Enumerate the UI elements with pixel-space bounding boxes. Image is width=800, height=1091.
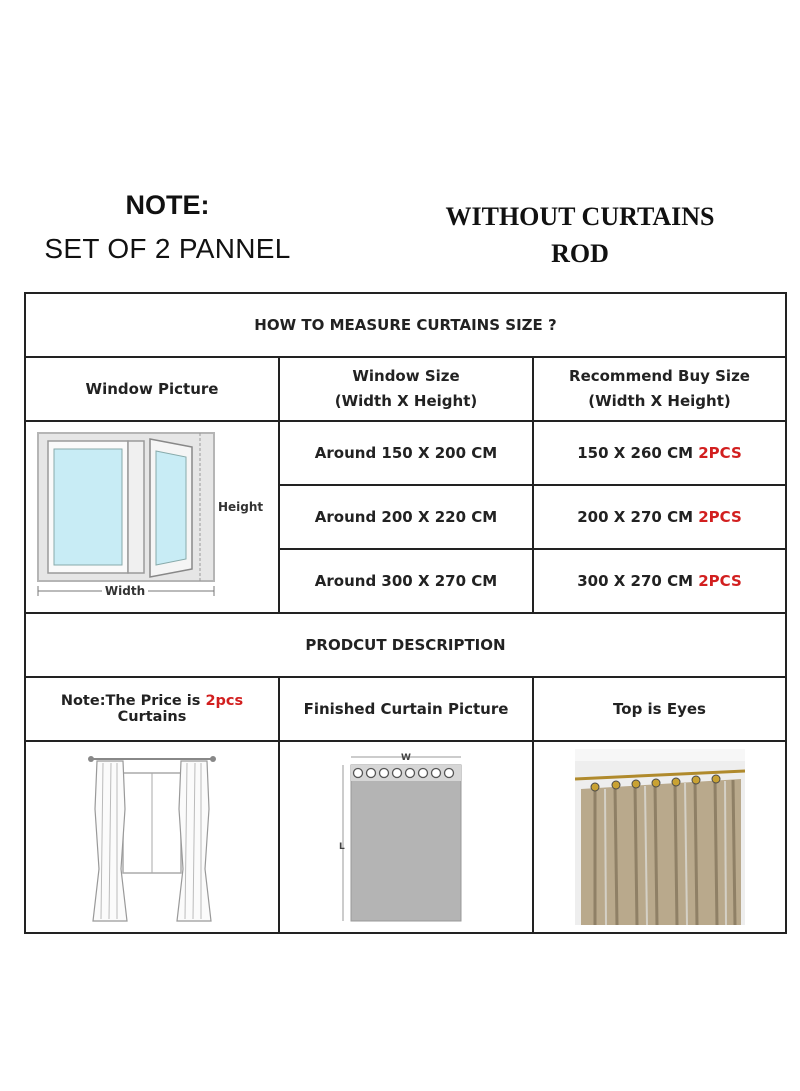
desc-header-finished-picture: Finished Curtain Picture — [279, 677, 533, 741]
header-buy-size — [533, 357, 786, 421]
row3-buy-size-value: 300 X 270 CM — [577, 572, 694, 590]
eyelet-4 — [393, 769, 402, 778]
header-window-size — [279, 357, 533, 421]
row2-buy-size-value: 200 X 270 CM — [577, 508, 694, 526]
desc-header-top-eyes: Top is Eyes — [533, 677, 786, 741]
header-buy-size-line2: (Width X Height) — [588, 392, 731, 410]
price-note-suffix: Curtains — [117, 709, 187, 725]
price-note-prefix: Note:The Price is — [60, 693, 206, 709]
window-diagram-cell — [25, 421, 279, 613]
row1-buy-size — [533, 421, 786, 485]
height-label: Height — [218, 500, 264, 514]
row2-window-size: Around 200 X 220 CM — [279, 485, 533, 549]
row2-buy-size — [533, 485, 786, 549]
row3-buy-size — [533, 549, 786, 613]
row1-window-size: Around 150 X 200 CM — [279, 421, 533, 485]
header-window-size-line1: Window Size — [352, 367, 460, 385]
rod-note — [420, 198, 740, 272]
header-buy-size-line1: Recommend Buy Size — [569, 367, 750, 385]
note-subtitle: SET OF 2 PANNEL — [44, 233, 291, 264]
price-note-highlight: 2pcs — [205, 693, 244, 709]
eyelet-7 — [432, 769, 441, 778]
row1-buy-size-value: 150 X 260 CM — [577, 444, 694, 462]
finished-curtain-diagram — [331, 749, 481, 925]
width-label: Width — [104, 584, 146, 598]
note-block — [0, 190, 335, 265]
w-label: W — [401, 753, 411, 763]
row1-pcs: 2PCS — [698, 444, 742, 462]
eyelet-2 — [367, 769, 376, 778]
rod-note-line1: WITHOUT CURTAINS — [445, 202, 715, 231]
desc-header-price-note — [25, 677, 279, 741]
eyelet-8 — [445, 769, 454, 778]
finished-curtain-cell — [279, 741, 533, 933]
window-mullion — [128, 441, 144, 573]
l-label: L — [339, 842, 345, 852]
row3-window-size: Around 300 X 270 CM — [279, 549, 533, 613]
eyelet-1 — [354, 769, 363, 778]
curtain-sketch-cell — [25, 741, 279, 933]
eyelet-curtain-photo — [575, 749, 745, 925]
rod-finial-right — [210, 756, 216, 762]
size-table — [24, 292, 787, 934]
rod-note-line2: ROD — [551, 239, 609, 268]
note-title: NOTE: — [125, 190, 210, 220]
window-diagram — [32, 427, 272, 607]
eyelet-photo-cell — [533, 741, 786, 933]
row3-pcs: 2PCS — [698, 572, 742, 590]
curtain-sketch — [87, 749, 217, 925]
header-window-size-line2: (Width X Height) — [334, 392, 478, 410]
eyelet-5 — [406, 769, 415, 778]
header-window-picture: Window Picture — [25, 357, 279, 421]
window-left-glass — [54, 449, 122, 565]
eyelet-3 — [380, 769, 389, 778]
description-title: PRODCUT DESCRIPTION — [25, 613, 786, 677]
row2-pcs: 2PCS — [698, 508, 742, 526]
eyelet-6 — [419, 769, 428, 778]
table-title: HOW TO MEASURE CURTAINS SIZE ? — [25, 293, 786, 357]
rod-finial-left — [88, 756, 94, 762]
curtain-panel — [351, 765, 461, 921]
photo-ceiling — [575, 749, 745, 761]
window-right-glass — [156, 451, 186, 565]
